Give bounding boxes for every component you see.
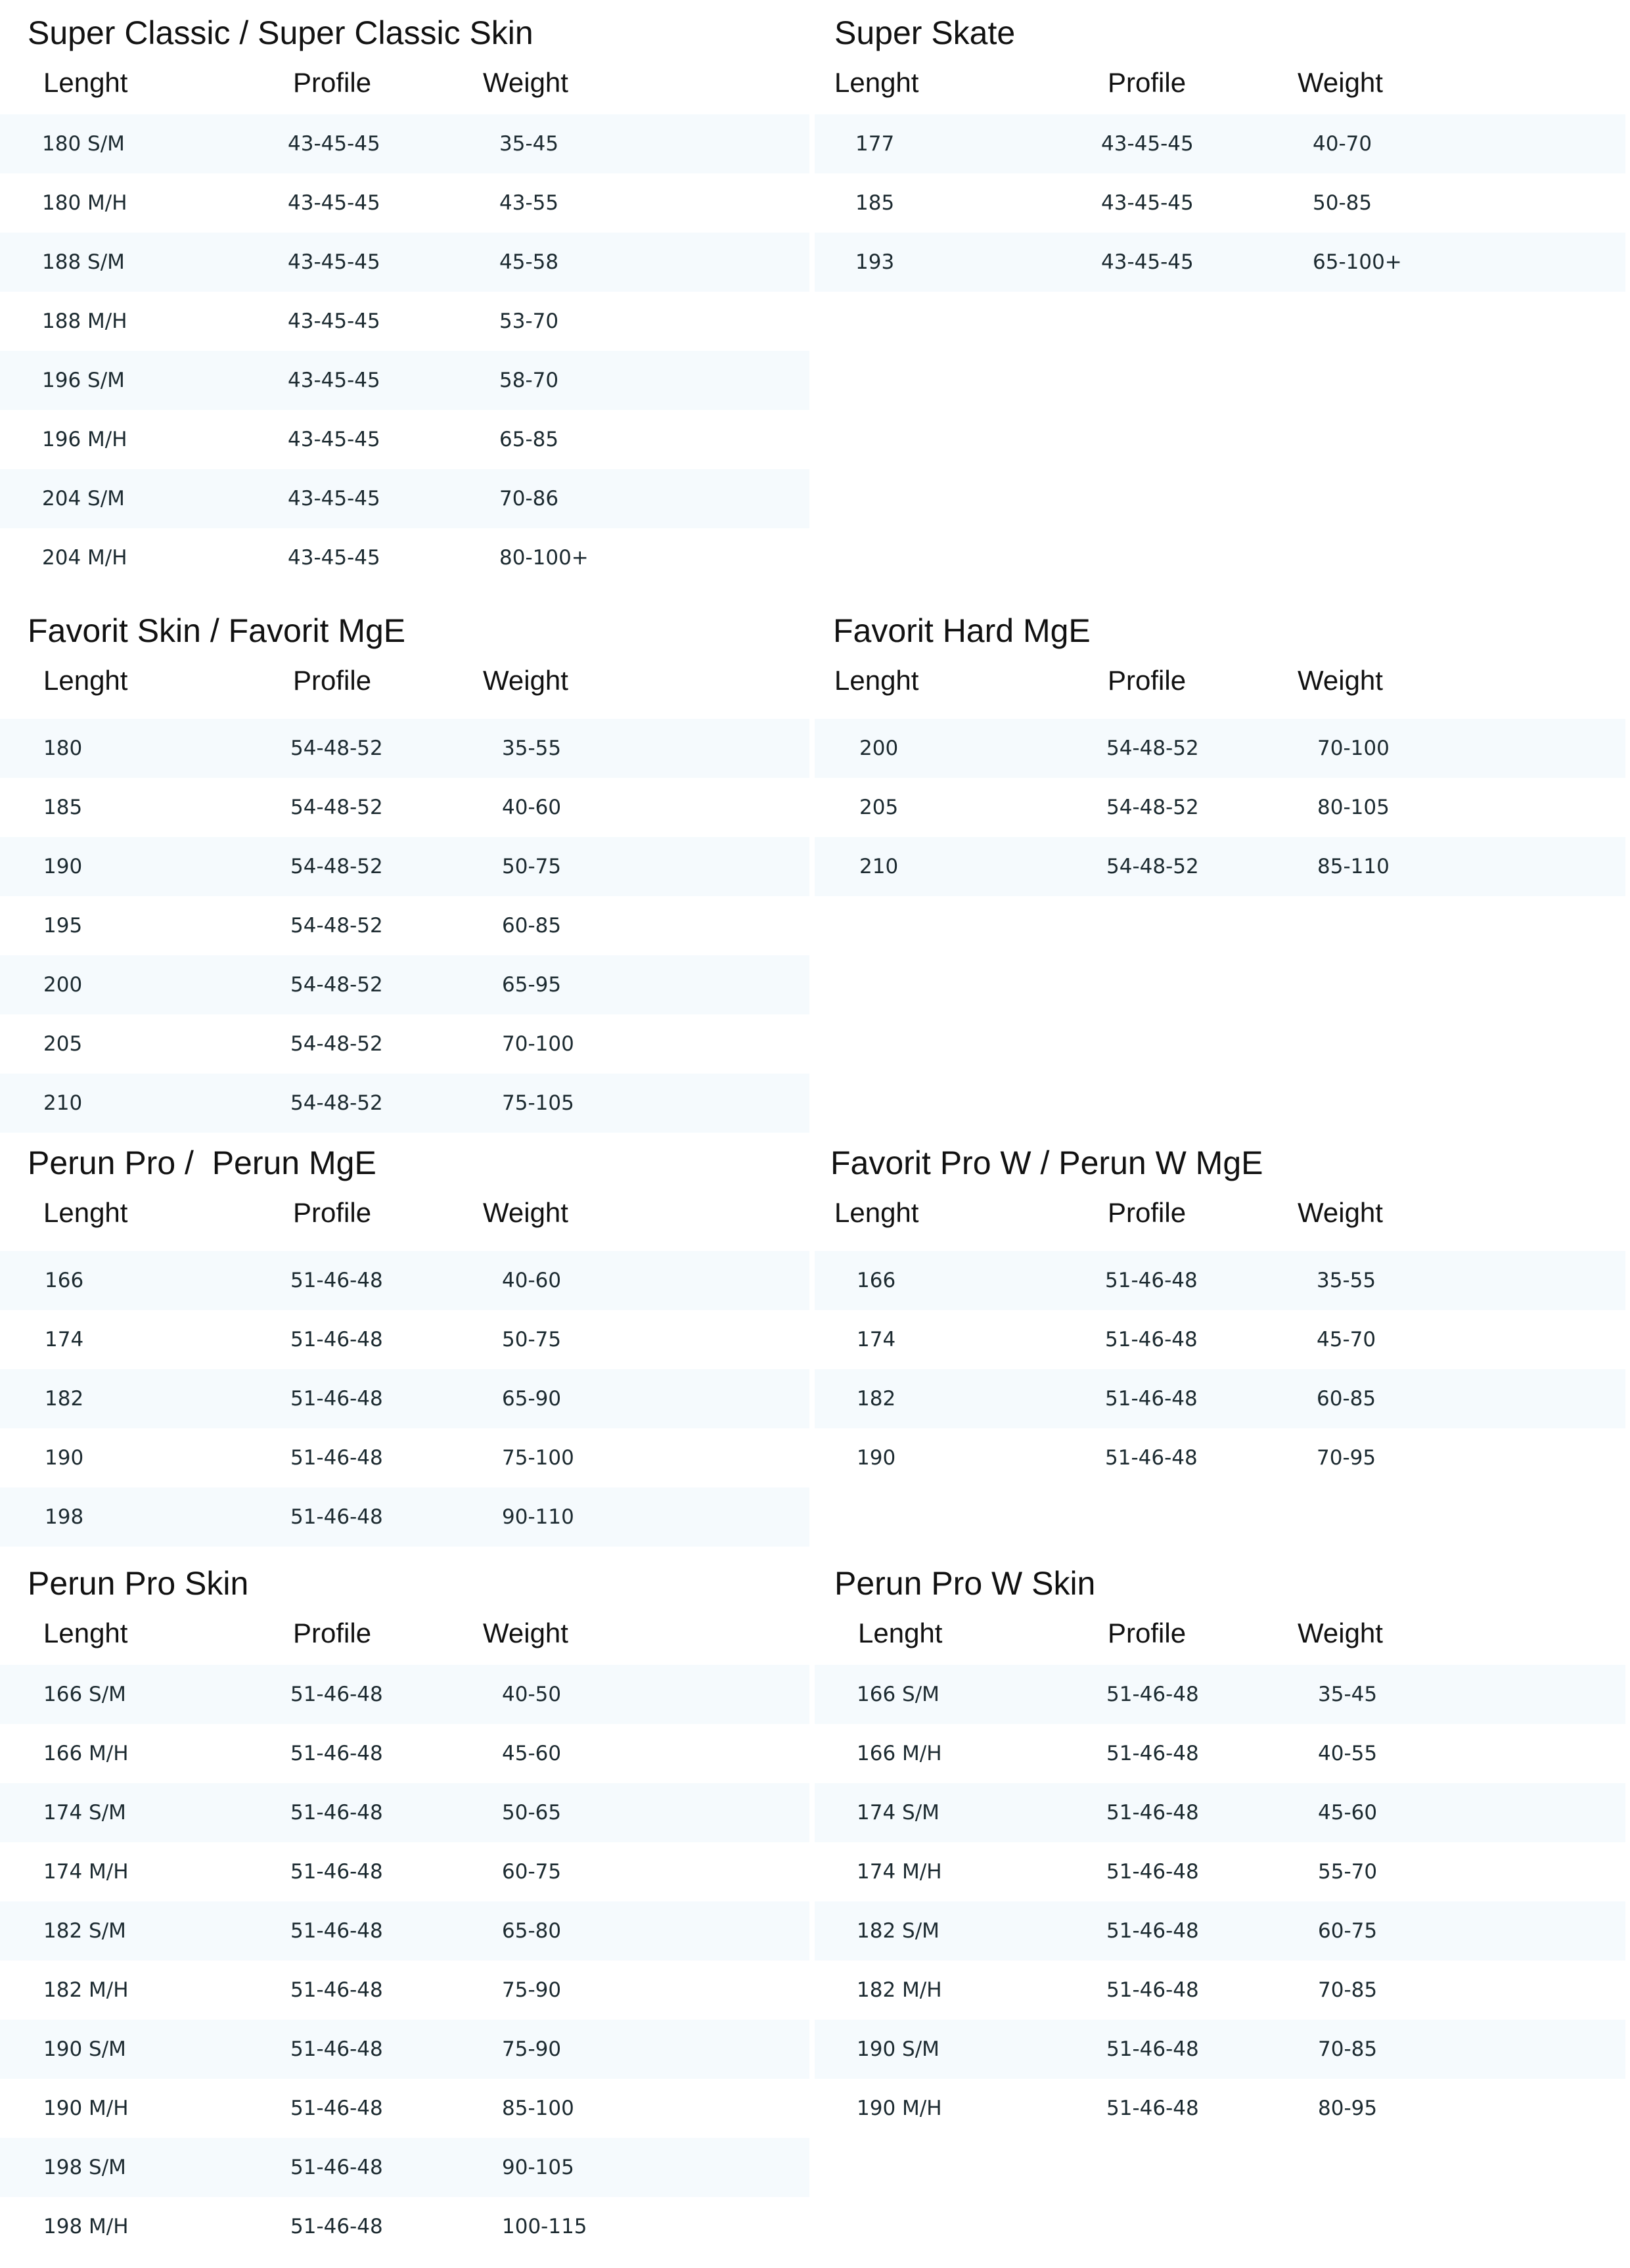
table-row [815, 173, 1625, 233]
cell-profile: 51-46-48 [290, 1801, 383, 1825]
cell-length: 182 [857, 1387, 896, 1411]
table-header [815, 1194, 1625, 1231]
table-header [0, 64, 809, 101]
cell-profile: 51-46-48 [290, 1978, 383, 2002]
cell-profile: 51-46-48 [1106, 2037, 1199, 2061]
table-body [815, 719, 1625, 896]
column-header-length: Lenght [834, 665, 919, 696]
cell-weight: 40-60 [502, 1269, 562, 1292]
cell-profile: 51-46-48 [290, 2097, 383, 2120]
cell-profile: 51-46-48 [290, 1860, 383, 1884]
cell-weight: 45-70 [1317, 1328, 1376, 1351]
cell-profile: 51-46-48 [290, 1387, 383, 1411]
column-header-weight: Weight [1298, 1197, 1383, 1228]
table-header [815, 1615, 1625, 1652]
table-row [815, 1310, 1625, 1369]
table-row [0, 410, 809, 469]
cell-weight: 50-85 [1313, 191, 1372, 215]
cell-weight: 50-65 [502, 1801, 562, 1825]
cell-weight: 85-100 [502, 2097, 574, 2120]
table-header [815, 662, 1625, 699]
table-row [0, 1842, 809, 1901]
cell-weight: 43-55 [499, 191, 559, 215]
cell-length: 166 M/H [857, 1742, 942, 1765]
table-row [0, 1251, 809, 1310]
table-row [815, 1665, 1625, 1724]
cell-length: 190 [43, 855, 83, 878]
column-header-length: Lenght [43, 665, 128, 696]
table-favorit-pro-w [815, 1145, 1625, 1487]
cell-length: 182 [45, 1387, 84, 1411]
cell-length: 185 [855, 191, 895, 215]
cell-length: 166 S/M [857, 1683, 940, 1706]
cell-weight: 55-70 [1318, 1860, 1378, 1884]
cell-length: 200 [43, 973, 83, 997]
cell-profile: 51-46-48 [290, 2215, 383, 2238]
cell-weight: 85-110 [1317, 855, 1390, 878]
cell-weight: 45-58 [499, 250, 559, 274]
table-super-skate [815, 14, 1625, 292]
table-title: Favorit Skin / Favorit MgE [28, 612, 406, 649]
column-header-profile: Profile [293, 1197, 372, 1228]
table-row [0, 2079, 809, 2138]
table-row [0, 1428, 809, 1487]
table-row [0, 778, 809, 837]
cell-length: 210 [43, 1091, 83, 1115]
cell-weight: 70-86 [499, 487, 559, 510]
cell-weight: 40-55 [1318, 1742, 1378, 1765]
cell-profile: 43-45-45 [288, 191, 380, 215]
cell-length: 198 M/H [43, 2215, 129, 2238]
cell-profile: 51-46-48 [1106, 1801, 1199, 1825]
table-row [0, 1961, 809, 2020]
table-favorit-skin [0, 612, 809, 1133]
cell-profile: 51-46-48 [290, 1505, 383, 1529]
table-row [0, 1724, 809, 1783]
cell-profile: 43-45-45 [288, 369, 380, 392]
table-row [0, 173, 809, 233]
cell-profile: 51-46-48 [1105, 1387, 1198, 1411]
table-title: Favorit Pro W / Perun W MgE [830, 1145, 1263, 1181]
table-row [0, 1369, 809, 1428]
table-body [0, 719, 809, 1133]
cell-length: 180 S/M [42, 132, 125, 156]
cell-profile: 51-46-48 [1106, 1978, 1199, 2002]
cell-weight: 70-100 [1317, 737, 1390, 760]
cell-weight: 60-85 [1317, 1387, 1376, 1411]
column-header-weight: Weight [483, 1197, 568, 1228]
cell-weight: 90-110 [502, 1505, 574, 1529]
cell-length: 166 [45, 1269, 84, 1292]
cell-profile: 43-45-45 [288, 132, 380, 156]
cell-weight: 65-100+ [1313, 250, 1402, 274]
cell-profile: 51-46-48 [1106, 1860, 1199, 1884]
cell-profile: 51-46-48 [1105, 1328, 1198, 1351]
cell-weight: 45-60 [1318, 1801, 1378, 1825]
cell-weight: 80-100+ [499, 546, 589, 570]
table-row [815, 1251, 1625, 1310]
cell-length: 188 S/M [42, 250, 125, 274]
cell-length: 190 M/H [857, 2097, 942, 2120]
cell-length: 193 [855, 250, 895, 274]
column-header-profile: Profile [1108, 1618, 1187, 1648]
table-row [815, 233, 1625, 292]
table-row [0, 896, 809, 955]
cell-length: 190 [857, 1446, 896, 1470]
table-row [0, 1074, 809, 1133]
cell-length: 198 S/M [43, 2156, 126, 2179]
table-row [0, 528, 809, 587]
cell-length: 182 S/M [857, 1919, 940, 1943]
cell-weight: 65-90 [502, 1387, 562, 1411]
table-row [815, 778, 1625, 837]
cell-profile: 51-46-48 [290, 1446, 383, 1470]
cell-profile: 43-45-45 [1101, 250, 1194, 274]
cell-weight: 53-70 [499, 309, 559, 333]
table-body [0, 1665, 809, 2256]
column-header-length: Lenght [834, 1197, 919, 1228]
column-header-profile: Profile [293, 1618, 372, 1648]
table-row [0, 233, 809, 292]
table-row [0, 469, 809, 528]
table-title: Super Skate [834, 14, 1016, 51]
cell-length: 180 M/H [42, 191, 127, 215]
cell-profile: 54-48-52 [1106, 855, 1199, 878]
cell-length: 200 [859, 737, 899, 760]
cell-length: 174 [45, 1328, 84, 1351]
cell-weight: 70-95 [1317, 1446, 1376, 1470]
column-header-length: Lenght [858, 1618, 943, 1648]
table-row [815, 114, 1625, 173]
column-header-profile: Profile [293, 67, 372, 98]
table-title: Favorit Hard MgE [833, 612, 1091, 649]
cell-profile: 54-48-52 [290, 914, 383, 938]
cell-profile: 54-48-52 [290, 737, 383, 760]
table-header [0, 1615, 809, 1652]
cell-length: 190 S/M [43, 2037, 126, 2061]
table-row [0, 1901, 809, 1961]
table-super-classic [0, 14, 809, 587]
column-header-length: Lenght [43, 1197, 128, 1228]
table-row [815, 2020, 1625, 2079]
cell-weight: 40-50 [502, 1683, 562, 1706]
cell-profile: 54-48-52 [290, 796, 383, 819]
table-row [0, 2197, 809, 2256]
cell-length: 174 [857, 1328, 896, 1351]
column-header-weight: Weight [1298, 67, 1383, 98]
cell-weight: 65-80 [502, 1919, 562, 1943]
table-favorit-hard [815, 612, 1625, 896]
cell-length: 185 [43, 796, 83, 819]
cell-profile: 51-46-48 [290, 1742, 383, 1765]
cell-profile: 51-46-48 [1106, 1919, 1199, 1943]
cell-profile: 54-48-52 [1106, 796, 1199, 819]
table-row [815, 1961, 1625, 2020]
cell-weight: 35-55 [502, 737, 562, 760]
table-body [815, 114, 1625, 292]
cell-length: 205 [859, 796, 899, 819]
column-header-length: Lenght [43, 67, 128, 98]
table-row [0, 1665, 809, 1724]
table-row [0, 2020, 809, 2079]
cell-length: 198 [45, 1505, 84, 1529]
cell-profile: 43-45-45 [288, 428, 380, 451]
cell-length: 166 M/H [43, 1742, 129, 1765]
cell-profile: 51-46-48 [1105, 1269, 1198, 1292]
cell-length: 174 M/H [857, 1860, 942, 1884]
cell-length: 196 M/H [42, 428, 127, 451]
cell-profile: 51-46-48 [290, 1328, 383, 1351]
cell-profile: 43-45-45 [1101, 132, 1194, 156]
cell-length: 177 [855, 132, 895, 156]
table-row [0, 114, 809, 173]
table-row [815, 719, 1625, 778]
cell-profile: 51-46-48 [290, 1919, 383, 1943]
cell-weight: 60-75 [1318, 1919, 1378, 1943]
table-row [815, 1369, 1625, 1428]
table-perun-pro-skin [0, 1565, 809, 2263]
cell-profile: 51-46-48 [1106, 2097, 1199, 2120]
table-row [0, 1487, 809, 1547]
column-header-weight: Weight [483, 67, 568, 98]
cell-length: 195 [43, 914, 83, 938]
cell-profile: 43-45-45 [288, 309, 380, 333]
cell-profile: 54-48-52 [290, 855, 383, 878]
table-header [815, 64, 1625, 101]
cell-profile: 43-45-45 [1101, 191, 1194, 215]
cell-weight: 80-95 [1318, 2097, 1378, 2120]
cell-profile: 51-46-48 [1106, 1683, 1199, 1706]
cell-profile: 51-46-48 [1106, 1742, 1199, 1765]
table-title: Perun Pro / Perun MgE [28, 1145, 376, 1181]
cell-weight: 75-90 [502, 2037, 562, 2061]
table-row [0, 955, 809, 1014]
table-body [815, 1251, 1625, 1487]
cell-profile: 51-46-48 [290, 2037, 383, 2061]
cell-profile: 43-45-45 [288, 546, 380, 570]
table-row [815, 1428, 1625, 1487]
cell-weight: 70-85 [1318, 2037, 1378, 2061]
cell-length: 205 [43, 1032, 83, 1056]
table-row [0, 719, 809, 778]
cell-weight: 65-85 [499, 428, 559, 451]
cell-weight: 60-75 [502, 1860, 562, 1884]
table-header [0, 1194, 809, 1231]
table-row [0, 2138, 809, 2197]
cell-length: 166 S/M [43, 1683, 126, 1706]
table-row [815, 1783, 1625, 1842]
cell-length: 190 [45, 1446, 84, 1470]
cell-weight: 40-60 [502, 796, 562, 819]
cell-weight: 75-105 [502, 1091, 574, 1115]
column-header-length: Lenght [43, 1618, 128, 1648]
table-row [815, 1724, 1625, 1783]
table-title: Perun Pro W Skin [834, 1565, 1096, 1602]
cell-weight: 50-75 [502, 855, 562, 878]
table-title: Super Classic / Super Classic Skin [28, 14, 533, 51]
table-row [815, 1901, 1625, 1961]
cell-weight: 58-70 [499, 369, 559, 392]
cell-profile: 51-46-48 [290, 1269, 383, 1292]
cell-weight: 70-85 [1318, 1978, 1378, 2002]
cell-weight: 60-85 [502, 914, 562, 938]
table-body [0, 1251, 809, 1547]
cell-length: 182 S/M [43, 1919, 126, 1943]
cell-weight: 35-55 [1317, 1269, 1376, 1292]
cell-length: 174 S/M [857, 1801, 940, 1825]
table-body [815, 1665, 1625, 2138]
table-perun-pro [0, 1145, 809, 1553]
cell-weight: 75-100 [502, 1446, 574, 1470]
table-row [0, 1014, 809, 1074]
column-header-profile: Profile [1108, 67, 1187, 98]
cell-length: 190 M/H [43, 2097, 129, 2120]
cell-length: 182 M/H [857, 1978, 942, 2002]
column-header-profile: Profile [1108, 665, 1187, 696]
cell-length: 190 S/M [857, 2037, 940, 2061]
table-row [815, 2079, 1625, 2138]
cell-length: 180 [43, 737, 83, 760]
cell-profile: 51-46-48 [290, 2156, 383, 2179]
table-body [0, 114, 809, 587]
cell-length: 174 M/H [43, 1860, 129, 1884]
cell-length: 188 M/H [42, 309, 127, 333]
column-header-profile: Profile [293, 665, 372, 696]
cell-length: 196 S/M [42, 369, 125, 392]
cell-profile: 54-48-52 [1106, 737, 1199, 760]
cell-profile: 54-48-52 [290, 973, 383, 997]
cell-length: 204 M/H [42, 546, 127, 570]
table-row [0, 1783, 809, 1842]
cell-profile: 43-45-45 [288, 250, 380, 274]
column-header-weight: Weight [483, 665, 568, 696]
cell-profile: 43-45-45 [288, 487, 380, 510]
cell-weight: 35-45 [1318, 1683, 1378, 1706]
cell-weight: 75-90 [502, 1978, 562, 2002]
cell-weight: 90-105 [502, 2156, 574, 2179]
table-row [815, 837, 1625, 896]
column-header-length: Lenght [834, 67, 919, 98]
table-row [815, 1842, 1625, 1901]
cell-profile: 54-48-52 [290, 1032, 383, 1056]
table-title: Perun Pro Skin [28, 1565, 249, 1602]
table-row [0, 292, 809, 351]
table-row [0, 351, 809, 410]
cell-weight: 100-115 [502, 2215, 587, 2238]
column-header-profile: Profile [1108, 1197, 1187, 1228]
cell-profile: 51-46-48 [1105, 1446, 1198, 1470]
cell-weight: 40-70 [1313, 132, 1372, 156]
column-header-weight: Weight [1298, 665, 1383, 696]
cell-weight: 45-60 [502, 1742, 562, 1765]
cell-weight: 70-100 [502, 1032, 574, 1056]
cell-length: 182 M/H [43, 1978, 129, 2002]
cell-length: 204 S/M [42, 487, 125, 510]
cell-length: 174 S/M [43, 1801, 126, 1825]
table-perun-pro-w-skin [815, 1565, 1625, 2138]
cell-weight: 65-95 [502, 973, 562, 997]
column-header-weight: Weight [1298, 1618, 1383, 1648]
cell-length: 210 [859, 855, 899, 878]
table-row [0, 837, 809, 896]
column-header-weight: Weight [483, 1618, 568, 1648]
table-header [0, 662, 809, 699]
cell-weight: 50-75 [502, 1328, 562, 1351]
cell-length: 166 [857, 1269, 896, 1292]
cell-profile: 51-46-48 [290, 1683, 383, 1706]
table-row [0, 1310, 809, 1369]
cell-weight: 35-45 [499, 132, 559, 156]
cell-profile: 54-48-52 [290, 1091, 383, 1115]
cell-weight: 80-105 [1317, 796, 1390, 819]
